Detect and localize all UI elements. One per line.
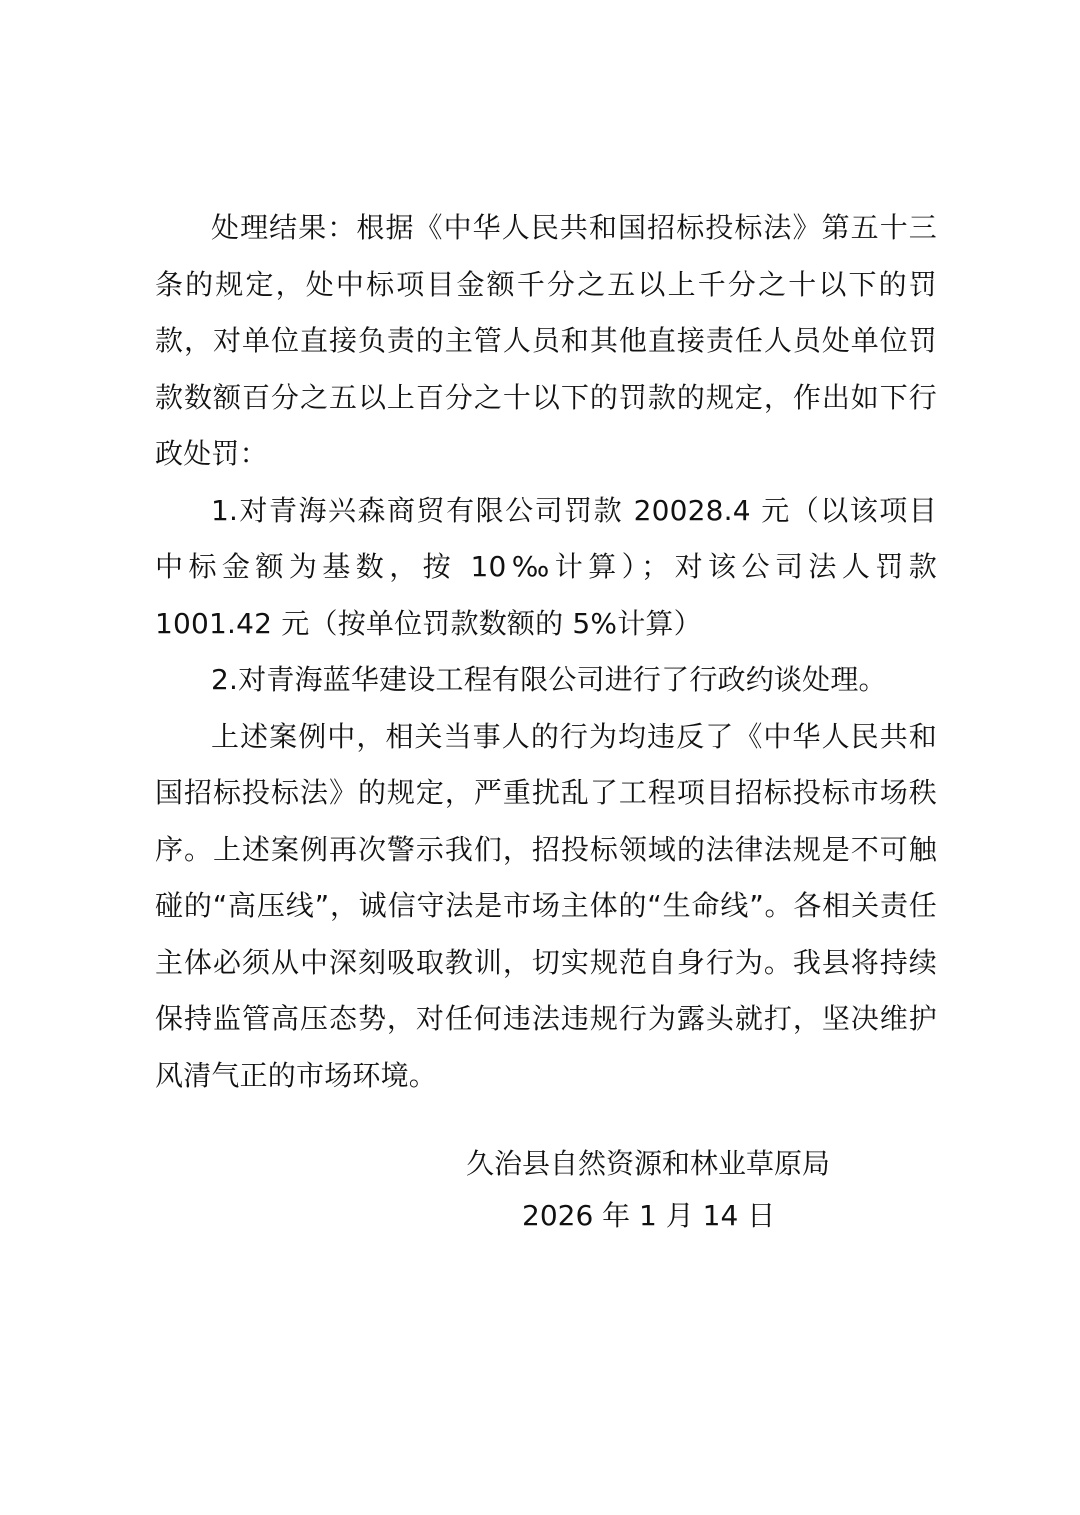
signature-date: 2026 年 1 月 14 日 — [522, 1199, 776, 1232]
paragraph-penalty-item-2: 2.对青海蓝华建设工程有限公司进行了行政约谈处理。 — [211, 663, 887, 696]
paragraph-conclusion: 上述案例中，相关当事人的行为均违反了《中华人民共和国招标投标法》的规定，严重扰乱了工程项目招标投标市场秩序。上述案例再次警示我们，招投标领域的法律法规是不可触碰的“高压线”，诚信守法是市场主体的“生命线”。各相关责任主体必须从中深刻吸取教训，切实规范自身行为。我县将持续保持监管高压态势，对任何违法违规行为露头就打，坚决维护风清气正的市场环境。 — [155, 719, 937, 1092]
paragraph-penalty-item-1: 1.对青海兴森商贸有限公司罚款 20028.4 元（以该项目中标金额为基数，按 10‰计算）；对该公司法人罚款 1001.42 元（按单位罚款数额的 5%计算） — [155, 493, 937, 640]
paragraph-processing-result: 处理结果：根据《中华人民共和国招标投标法》第五十三条的规定，处中标项目金额千分之五以上千分之十以下的罚款，对单位直接负责的主管人员和其他直接责任人员处单位罚款数额百分之五以上百分之十以下的罚款的规定，作出如下行政处罚： — [155, 211, 937, 470]
signature-organization: 久治县自然资源和林业草原局 — [466, 1147, 831, 1180]
document-body — [155, 200, 937, 1104]
